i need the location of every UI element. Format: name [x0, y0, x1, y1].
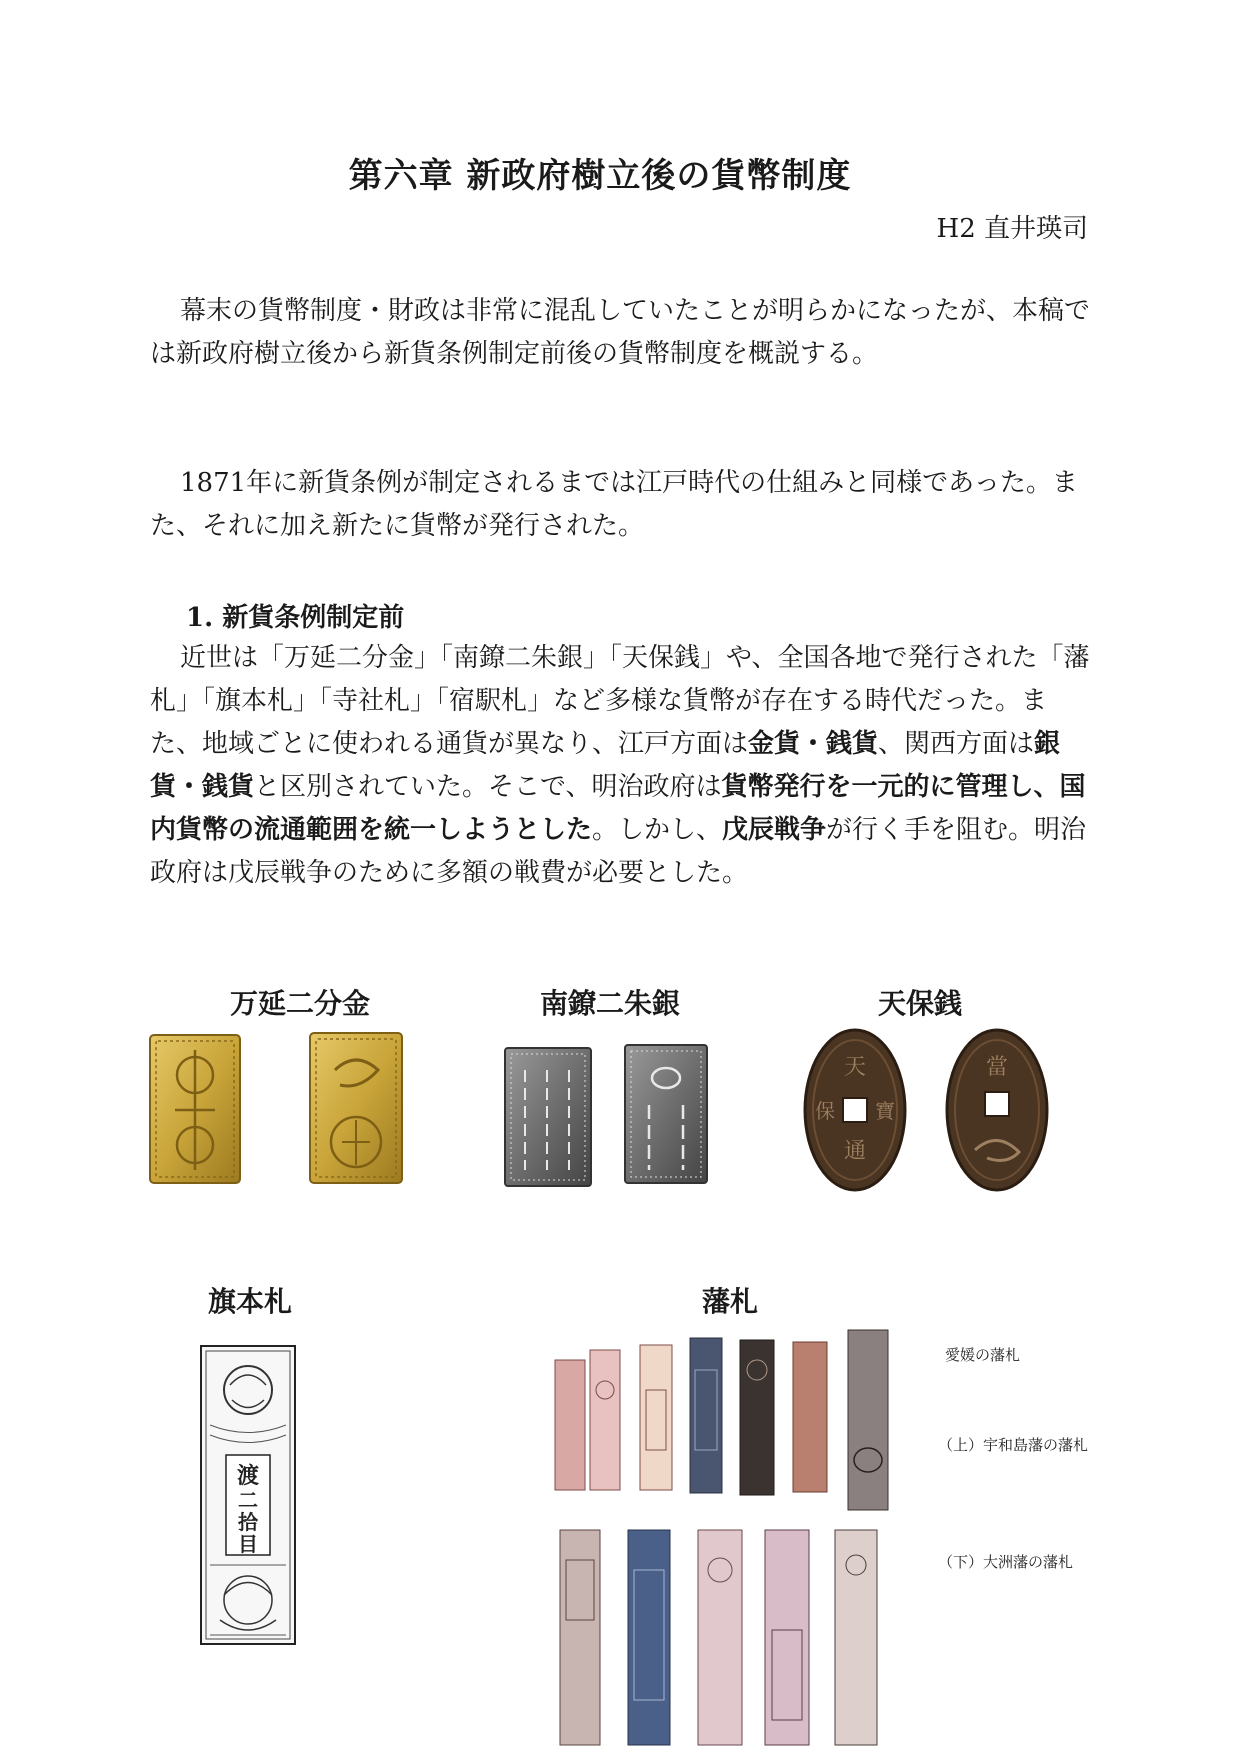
ozu-notes	[560, 1530, 877, 1745]
svg-text:渡: 渡	[236, 1463, 260, 1489]
bold-run: 銀貨・銭貨	[150, 729, 1061, 802]
hansatsu-caption-title: 愛媛の藩札	[945, 1346, 1021, 1364]
svg-text:當: 當	[985, 1055, 1009, 1080]
text-run: と区別されていた。そこで、明治政府は	[254, 772, 722, 802]
text-run: 近世は「万延二分金」「南鐐二朱銀」「天保銭」や、全国各地で発行された「藩札」「旗本札」「寺社札」「宿駅札」など多様な貨幣が存在する時代だった。また、地域ごとに使われる通貨が異なり、江戸方面は	[150, 643, 1090, 759]
svg-text:目: 目	[238, 1532, 258, 1556]
uwajima-notes	[555, 1330, 888, 1510]
chapter-title: 第六章 新政府樹立後の貨幣制度	[348, 156, 852, 196]
text-run: 。しかし、	[592, 815, 723, 845]
text-run: が行く手を阻む。明治政府は戊辰戦争のために多額の戦費が必要とした。	[150, 815, 1087, 888]
author: H2 直井瑛司	[936, 214, 1088, 244]
manen-coin-image	[150, 1030, 410, 1190]
intro-paragraph-1: 幕末の貨幣制度・財政は非常に混乱していたことが明らかになったが、本稿では新政府樹立後から新貨条例制定前後の貨幣制度を概説する。	[150, 296, 1091, 369]
hatamoto-note-image	[200, 1345, 296, 1645]
svg-text:通: 通	[843, 1139, 867, 1164]
tenpo-back	[947, 1030, 1047, 1190]
hansatsu-caption-upper: （上）宇和島藩の藩札	[938, 1436, 1089, 1454]
manen-back	[310, 1033, 402, 1183]
nanryo-label: 南鐐二朱銀	[539, 987, 680, 1020]
bold-run: 金貨・銭貨	[748, 729, 879, 759]
hansatsu-caption-lower: （下）大洲藩の藩札	[938, 1553, 1074, 1571]
manen-label: 万延二分金	[229, 987, 370, 1020]
tenpo-label: 天保銭	[877, 987, 962, 1020]
text-run: 、関西方面は	[878, 729, 1035, 759]
manen-front	[150, 1035, 240, 1183]
svg-text:二: 二	[238, 1488, 258, 1512]
section-heading: 1. 新貨条例制定前	[186, 603, 405, 633]
bold-run: 戊辰戦争	[722, 815, 827, 845]
nanryo-coin-image	[505, 1040, 725, 1190]
tenpo-coin-image	[805, 1030, 1065, 1190]
svg-text:拾: 拾	[238, 1510, 258, 1534]
hatamoto-label: 旗本札	[207, 1285, 292, 1318]
intro-paragraph-2: 1871年に新貨条例が制定されるまでは江戸時代の仕組みと同様であった。また、それに加え新たに貨幣が発行された。	[150, 468, 1078, 541]
hansatsu-notes-image	[550, 1330, 910, 1750]
hansatsu-label: 藩札	[701, 1285, 758, 1318]
tenpo-front	[805, 1030, 905, 1190]
nanryo-front	[505, 1048, 591, 1186]
section-1-paragraph	[150, 637, 1090, 895]
bold-run: 貨幣発行を一元的に管理し、国内貨幣の流通範囲を統一しようとした	[150, 772, 1086, 845]
svg-text:寶: 寶	[875, 1099, 895, 1123]
tenpo-front-text: 天	[843, 1055, 867, 1080]
svg-text:保: 保	[815, 1099, 835, 1123]
nanryo-back	[625, 1045, 707, 1183]
